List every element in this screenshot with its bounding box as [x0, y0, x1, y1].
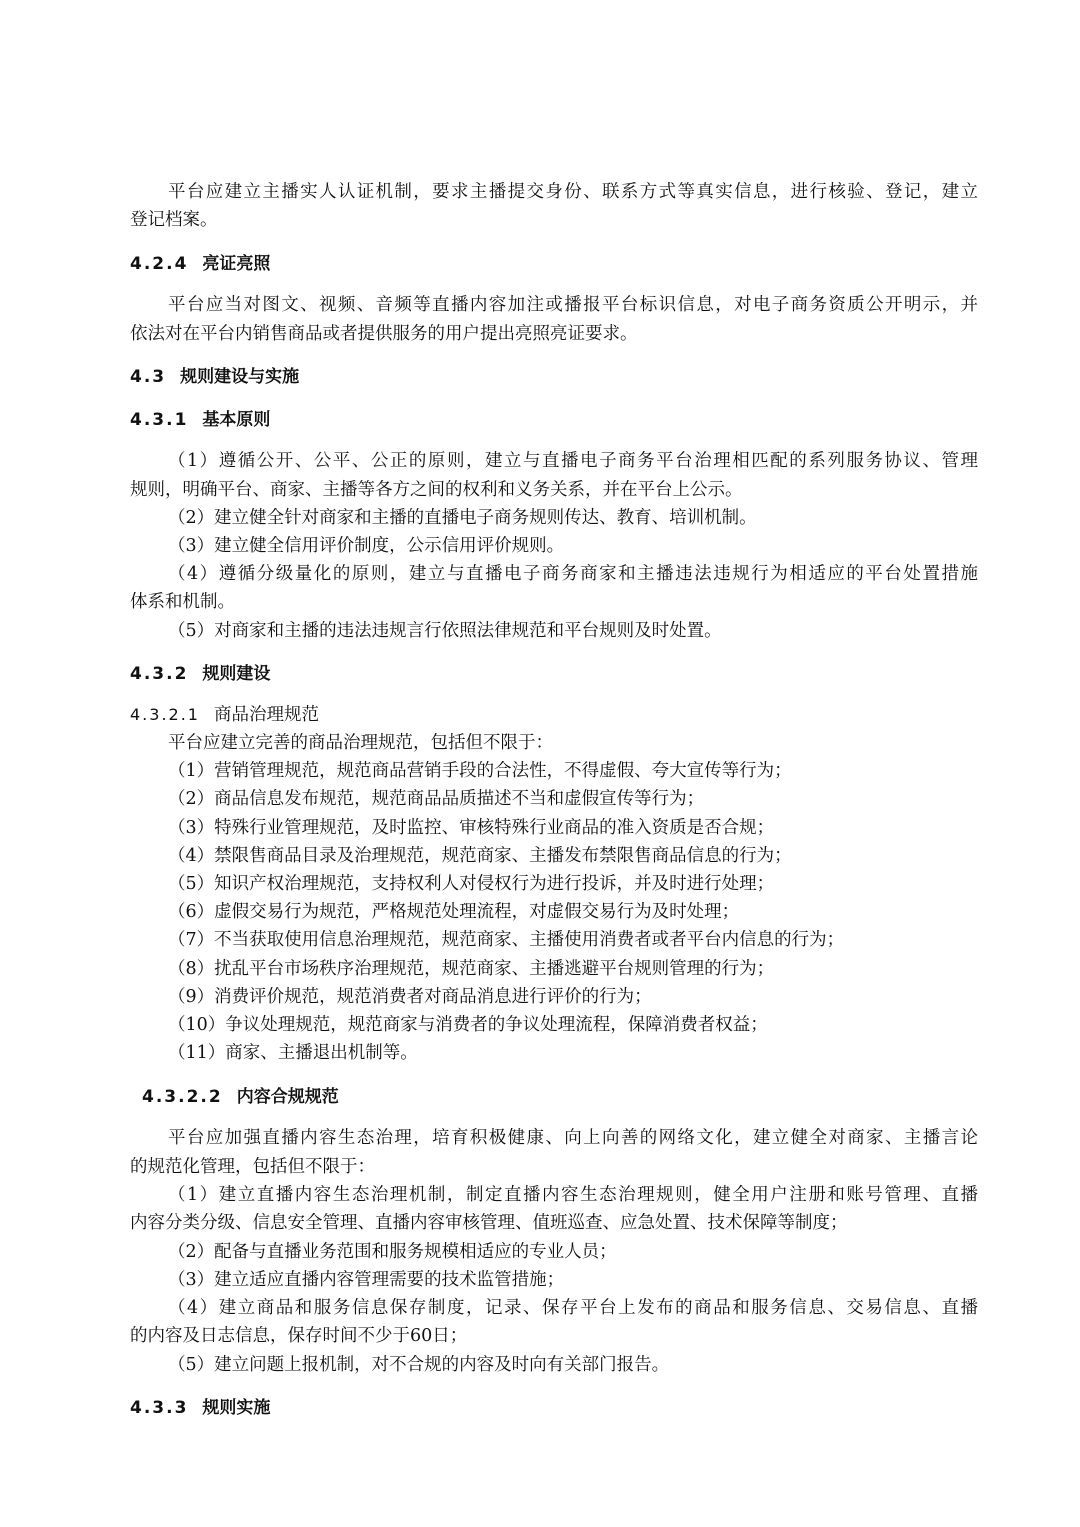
paragraph-line: （5）建立问题上报机制，对不合规的内容及时向有关部门报告。	[168, 1355, 670, 1375]
section-number: 4.3.2.1	[130, 705, 200, 724]
paragraph-line: 规则，明确平台、商家、主播等各方之间的权利和义务关系，并在平台上公示。	[130, 480, 743, 500]
paragraph-line: （2）配备与直播业务范围和服务规模相适应的专业人员；	[168, 1242, 617, 1262]
paragraph-line: 平台应建立主播实人认证机制，要求主播提交身份、联系方式等真实信息，进行核验、登记，建立	[168, 182, 980, 202]
paragraph-line: （2）建立健全针对商家和主播的直播电子商务规则传达、教育、培训机制。	[168, 508, 757, 528]
section-number: 4.3.3	[130, 1398, 189, 1418]
section-heading	[142, 1082, 339, 1107]
section-title: 亮证亮照	[202, 254, 271, 274]
paragraph-line: （3）建立适应直播内容管理需要的技术监管措施；	[168, 1270, 565, 1290]
paragraph-line: （8）扰乱平台市场秩序治理规范，规范商家、主播逃避平台规则管理的行为；	[168, 959, 775, 979]
paragraph-line: 的内容及日志信息，保存时间不少于60日；	[130, 1326, 468, 1346]
section-heading	[130, 405, 270, 430]
paragraph-line: （5）知识产权治理规范，支持权利人对侵权行为进行投诉，并及时进行处理；	[168, 874, 775, 894]
paragraph-line: 登记档案。	[130, 210, 218, 230]
paragraph-line: （6）虚假交易行为规范，严格规范处理流程，对虚假交易行为及时处理；	[168, 902, 740, 922]
section-title: 商品治理规范	[213, 705, 319, 725]
section-number: 4.3	[130, 367, 167, 387]
section-number: 4.2.4	[130, 254, 189, 274]
paragraph-line: （4）遵循分级量化的原则，建立与直播电子商务商家和主播违法违规行为相适应的平台处置措施	[168, 564, 980, 584]
paragraph-line: 平台应当对图文、视频、音频等直播内容加注或播报平台标识信息，对电子商务资质公开明示，并	[168, 295, 980, 315]
paragraph-line: 体系和机制。	[130, 592, 235, 612]
paragraph-line: （9）消费评价规范，规范消费者对商品消息进行评价的行为；	[168, 987, 652, 1007]
section-heading	[130, 1393, 270, 1418]
section-title: 规则建设与实施	[180, 367, 300, 387]
section-number: 4.3.1	[130, 410, 189, 430]
paragraph-line: 平台应加强直播内容生态治理，培育积极健康、向上向善的网络文化，建立健全对商家、主播言论	[168, 1128, 980, 1148]
section-title: 基本原则	[202, 410, 271, 430]
section-heading	[130, 249, 270, 274]
section-number: 4.3.2.2	[142, 1087, 223, 1107]
paragraph-line: （7）不当获取使用信息治理规范，规范商家、主播使用消费者或者平台内信息的行为；	[168, 930, 845, 950]
section-title: 规则建设	[202, 664, 271, 684]
subsection-heading	[130, 701, 319, 726]
paragraph-line: （3）建立健全信用评价制度，公示信用评价规则。	[168, 536, 565, 556]
paragraph-line: （5）对商家和主播的违法违规言行依照法律规范和平台规则及时处置。	[168, 621, 722, 641]
paragraph-line: 内容分类分级、信息安全管理、直播内容审核管理、值班巡查、应急处置、技术保障等制度；	[130, 1213, 848, 1233]
paragraph-line: （4）禁限售商品目录及治理规范，规范商家、主播发布禁限售商品信息的行为；	[168, 846, 792, 866]
paragraph-line: 依法对在平台内销售商品或者提供服务的用户提出亮照亮证要求。	[130, 324, 638, 344]
section-heading	[130, 362, 299, 387]
paragraph-line: （3）特殊行业管理规范，及时监控、审核特殊行业商品的准入资质是否合规；	[168, 818, 775, 838]
paragraph-line: （4）建立商品和服务信息保存制度，记录、保存平台上发布的商品和服务信息、交易信息、直播	[168, 1298, 980, 1318]
paragraph-line: （1）遵循公开、公平、公正的原则，建立与直播电子商务平台治理相匹配的系列服务协议、管理	[168, 451, 980, 471]
paragraph-line: 的规范化管理，包括但不限于：	[130, 1157, 375, 1177]
paragraph-line: （11）商家、主播退出机制等。	[168, 1043, 418, 1063]
paragraph-line: （1）营销管理规范，规范商品营销手段的合法性，不得虚假、夸大宣传等行为；	[168, 761, 792, 781]
paragraph-line: （1）建立直播内容生态治理机制，制定直播内容生态治理规则，健全用户注册和账号管理、直播	[168, 1185, 980, 1205]
paragraph-line: （10）争议处理规范，规范商家与消费者的争议处理流程，保障消费者权益；	[168, 1015, 768, 1035]
paragraph-line: （2）商品信息发布规范，规范商品品质描述不当和虚假宣传等行为；	[168, 789, 705, 809]
section-title: 规则实施	[202, 1398, 271, 1418]
paragraph-line: 平台应建立完善的商品治理规范，包括但不限于：	[168, 733, 553, 753]
section-title: 内容合规规范	[236, 1087, 339, 1107]
section-number: 4.3.2	[130, 664, 189, 684]
section-heading	[130, 659, 270, 684]
